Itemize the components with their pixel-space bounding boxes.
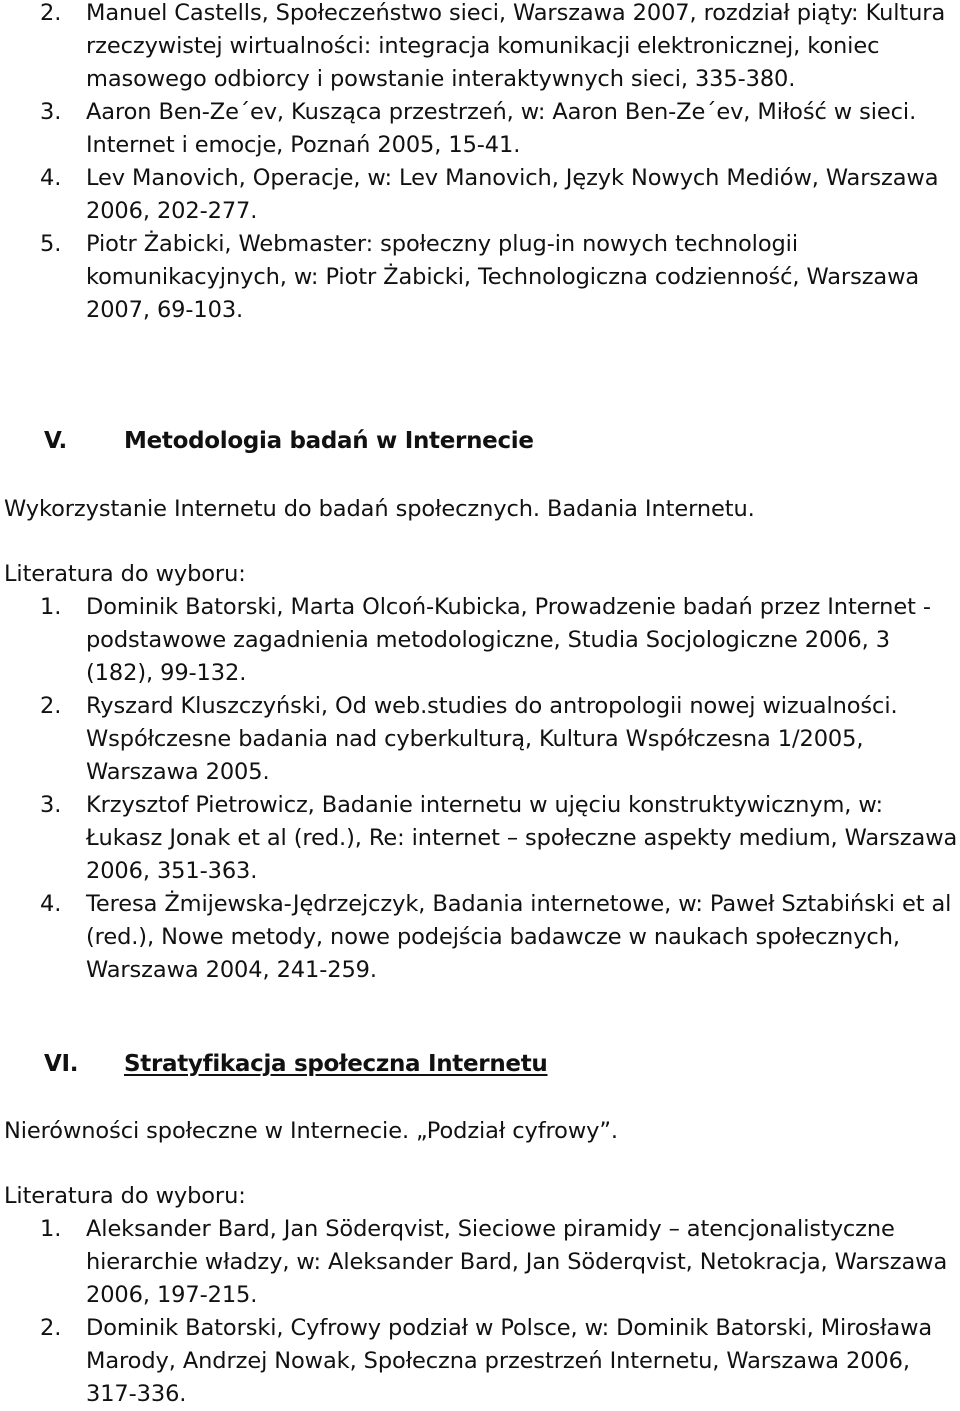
item-text: Manuel Castells, Społeczeństwo sieci, Warszawa 2007, rozdział piąty: Kultura rzeczywistej wirtualności: integracja komunikacji elektronicznej, koniec masowego odbiorcy i powstanie interaktywnych sieci, 335-380.	[86, 0, 946, 92]
section-description: Nierówności społeczne w Internecie. „Podział cyfrowy”.	[4, 1118, 618, 1144]
item-text: Ryszard Kluszczyński, Od web.studies do antropologii nowej wizualności. Współczesne badania nad cyberkulturą, Kultura Współczesna 1/2005, Warszawa 2005.	[86, 693, 898, 785]
item-text: Aleksander Bard, Jan Söderqvist, Sieciowe piramidy – atencjonalistyczne hierarchie władzy, w: Aleksander Bard, Jan Söderqvist, Netokracja, Warszawa 2006, 197-215.	[86, 1216, 948, 1308]
item-number: 3.	[40, 99, 62, 125]
list-item	[0, 789, 960, 888]
section-description: Wykorzystanie Internetu do badań społecznych. Badania Internetu.	[4, 496, 755, 522]
section-number: V.	[44, 428, 67, 454]
item-number: 4.	[40, 165, 62, 191]
item-number: 3.	[40, 792, 62, 818]
item-text: Piotr Żabicki, Webmaster: społeczny plug-in nowych technologii komunikacyjnych, w: Piotr Żabicki, Technologiczna codzienność, Warszawa 2007, 69-103.	[86, 231, 920, 323]
item-number: 1.	[40, 594, 62, 620]
item-number: 2.	[40, 0, 62, 26]
item-text: Krzysztof Pietrowicz, Badanie internetu w ujęciu konstruktywicznym, w: Łukasz Jonak et al (red.), Re: internet – społeczne aspekty medium, Warszawa 2006, 351-363.	[86, 792, 958, 884]
reading-list-continued	[0, 0, 960, 327]
item-number: 2.	[40, 693, 62, 719]
section-number: VI.	[44, 1051, 79, 1077]
item-number: 4.	[40, 891, 62, 917]
literature-label: Literatura do wyboru:	[4, 1183, 246, 1209]
list-item	[0, 690, 960, 789]
item-text: Dominik Batorski, Marta Olcoń-Kubicka, Prowadzenie badań przez Internet - podstawowe zagadnienia metodologiczne, Studia Socjologiczne 2006, 3 (182), 99-132.	[86, 594, 931, 686]
item-number: 2.	[40, 1315, 62, 1341]
list-item	[0, 162, 960, 228]
reading-list	[0, 1213, 960, 1411]
item-text: Dominik Batorski, Cyfrowy podział w Polsce, w: Dominik Batorski, Mirosława Marody, Andrzej Nowak, Społeczna przestrzeń Internetu, Warszawa 2006, 317-336.	[86, 1315, 933, 1407]
section-title: Metodologia badań w Internecie	[124, 428, 534, 454]
item-number: 5.	[40, 231, 62, 257]
item-text: Aaron Ben-Ze´ev, Kusząca przestrzeń, w: Aaron Ben-Ze´ev, Miłość w sieci. Internet i emocje, Poznań 2005, 15-41.	[86, 99, 917, 158]
list-item	[0, 0, 960, 96]
literature-label: Literatura do wyboru:	[4, 561, 246, 587]
item-text: Teresa Żmijewska-Jędrzejczyk, Badania internetowe, w: Paweł Sztabiński et al (red.), Nowe metody, nowe podejścia badawcze w naukach społecznych, Warszawa 2004, 241-259.	[86, 891, 952, 983]
section-title: Stratyfikacja społeczna Internetu	[124, 1051, 548, 1077]
reading-list	[0, 591, 960, 987]
item-text: Lev Manovich, Operacje, w: Lev Manovich, Język Nowych Mediów, Warszawa 2006, 202-277.	[86, 165, 939, 224]
item-number: 1.	[40, 1216, 62, 1242]
list-item	[0, 1213, 960, 1312]
list-item	[0, 228, 960, 327]
list-item	[0, 1312, 960, 1411]
list-item	[0, 591, 960, 690]
list-item	[0, 888, 960, 987]
list-item	[0, 96, 960, 162]
